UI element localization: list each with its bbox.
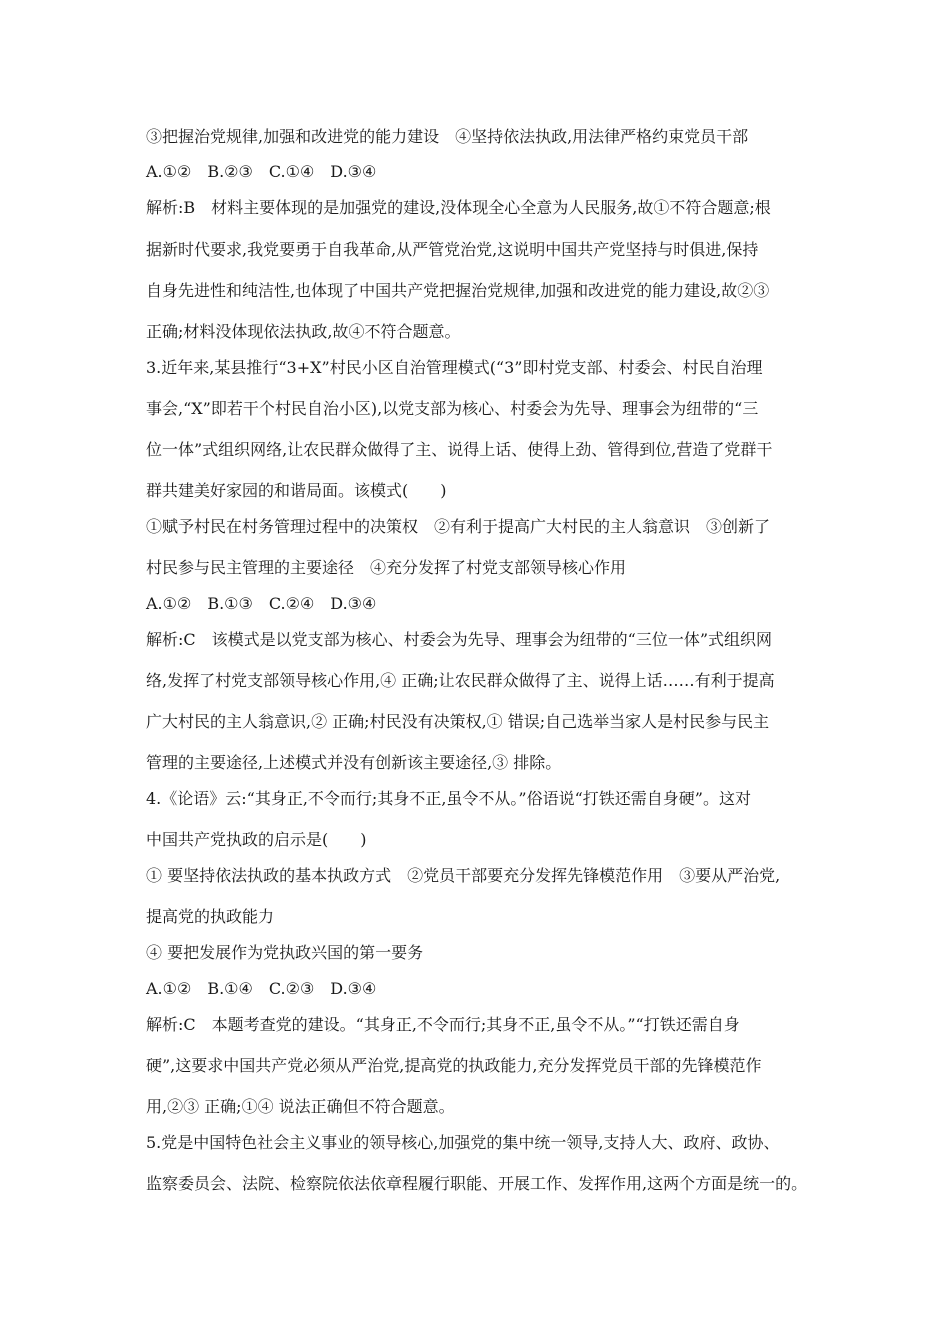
explanation-line: 管理的主要途径,上述模式并没有创新该主要途径,③ 排除。 (146, 753, 562, 772)
question-line: 群共建美好家园的和谐局面。该模式( ) (146, 481, 447, 500)
explanation-line: 解析:C 该模式是以党支部为核心、村委会为先导、理事会为纽带的“三位一体”式组织网 (146, 630, 772, 649)
question-line: 事会,“X”即若干个村民自治小区),以党支部为核心、村委会为先导、理事会为纽带的“三 (146, 399, 759, 418)
question-line: 5.党是中国特色社会主义事业的领导核心,加强党的集中统一领导,支持人大、政府、政协、 (146, 1133, 780, 1152)
answer-choices: A.①② B.①③ C.②④ D.③④ (146, 594, 377, 613)
answer-choices: A.①② B.②③ C.①④ D.③④ (146, 162, 377, 181)
answer-choices: A.①② B.①④ C.②③ D.③④ (146, 979, 377, 998)
explanation-line: 解析:C 本题考查党的建设。“其身正,不令而行;其身不正,虽令不从。”“打铁还需自身 (146, 1015, 740, 1034)
option-line: ①赋予村民在村务管理过程中的决策权 ②有利于提高广大村民的主人翁意识 ③创新了 (146, 517, 771, 536)
option-line: ④ 要把发展作为党执政兴国的第一要务 (146, 943, 424, 962)
option-line: ③把握治党规律,加强和改进党的能力建设 ④坚持依法执政,用法律严格约束党员干部 (146, 127, 749, 146)
explanation-line: 用,②③ 正确;①④ 说法正确但不符合题意。 (146, 1097, 455, 1116)
option-line: 村民参与民主管理的主要途径 ④充分发挥了村党支部领导核心作用 (146, 558, 627, 577)
explanation-line: 正确;材料没体现依法执政,故④不符合题意。 (146, 322, 461, 341)
explanation-line: 解析:B 材料主要体现的是加强党的建设,没体现全心全意为人民服务,故①不符合题意;根 (146, 198, 771, 217)
explanation-line: 据新时代要求,我党要勇于自我革命,从严管党治党,这说明中国共产党坚持与时俱进,保持 (146, 240, 759, 259)
explanation-line: 硬”,这要求中国共产党必须从严治党,提高党的执政能力,充分发挥党员干部的先锋模范作 (146, 1056, 762, 1075)
question-line: 中国共产党执政的启示是( ) (146, 830, 367, 849)
explanation-line: 络,发挥了村党支部领导核心作用,④ 正确;让农民群众做得了主、说得上话……有利于提高 (146, 671, 775, 690)
option-line: 提高党的执政能力 (146, 907, 275, 926)
option-line: ① 要坚持依法执政的基本执政方式 ②党员干部要充分发挥先锋模范作用 ③要从严治党, (146, 866, 781, 885)
question-line: 位一体”式组织网络,让农民群众做得了主、说得上话、使得上劲、管得到位,营造了党群干 (146, 440, 773, 459)
question-line: 3.近年来,某县推行“3+X”村民小区自治管理模式(“3”即村党支部、村委会、村民自治理 (146, 358, 763, 377)
question-line: 监察委员会、法院、检察院依法依章程履行职能、开展工作、发挥作用,这两个方面是统一的。 (146, 1174, 808, 1193)
question-line: 4.《论语》云:“其身正,不令而行;其身不正,虽令不从。”俗语说“打铁还需自身硬”。这对 (146, 789, 751, 808)
explanation-line: 自身先进性和纯洁性,也体现了中国共产党把握治党规律,加强和改进党的能力建设,故②③ (146, 281, 770, 300)
explanation-line: 广大村民的主人翁意识,② 正确;村民没有决策权,① 错误;自己选举当家人是村民参与民主 (146, 712, 770, 731)
